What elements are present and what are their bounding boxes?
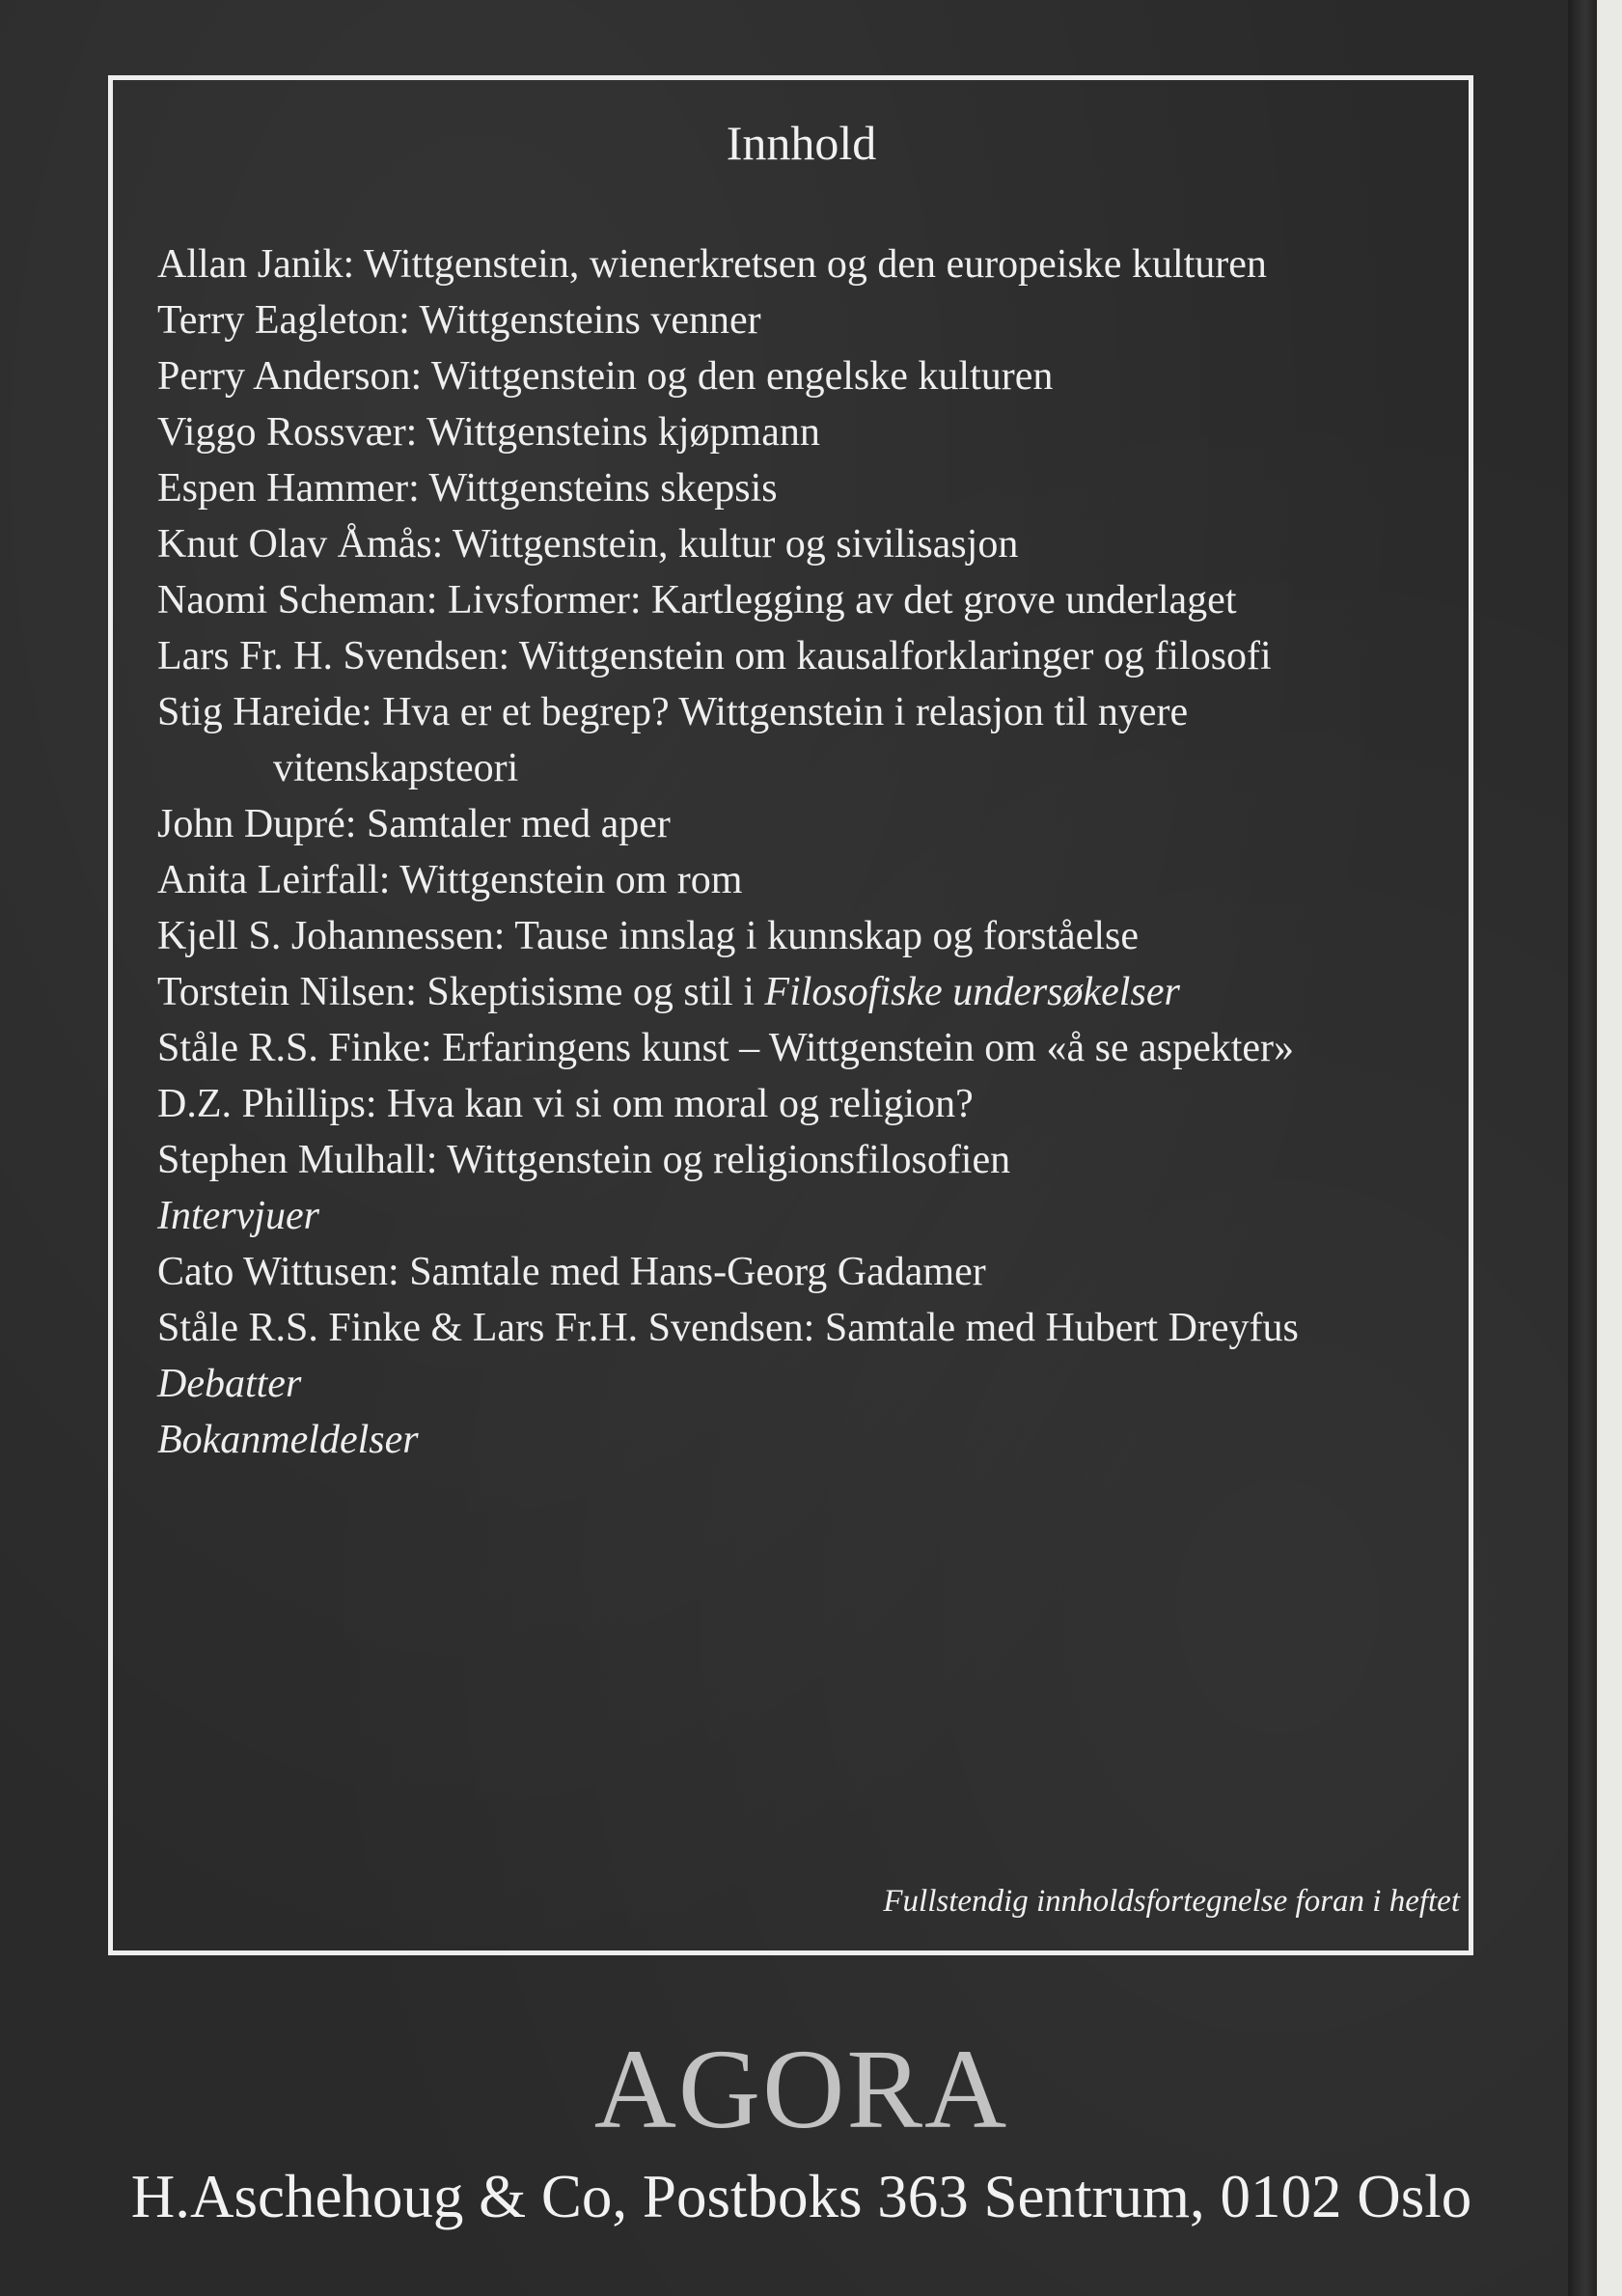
toc-entry [157,1300,1431,1356]
entry-title: Wittgenstein om kausalforklaringer og filosofi [518,634,1272,678]
toc-entry [157,516,1431,572]
section-heading-interviews: Intervjuer [157,1194,319,1238]
toc-entry [157,572,1431,628]
entry-author: John Dupré: [157,802,357,846]
entry-author: Lars Fr. H. Svendsen: [157,634,510,678]
entry-title: Samtale med Hans-Georg Gadamer [409,1250,986,1294]
entry-author: Allan Janik: [157,242,355,287]
entry-author: Ståle R.S. Finke & Lars Fr.H. Svendsen: [157,1306,815,1350]
entry-author: Espen Hammer: [157,466,420,511]
entry-author: Perry Anderson: [157,354,423,399]
entry-author: Stig Hareide: [157,690,372,734]
section-heading-debates: Debatter [157,1362,302,1406]
publisher-logo: AGORA [593,2026,1009,2152]
toc-entry [157,908,1431,964]
entry-title: Samtale med Hubert Dreyfus [824,1306,1299,1350]
entry-title: Wittgensteins kjøpmann [426,410,820,455]
entry-title: Samtaler med aper [366,802,671,846]
entry-title: Wittgenstein og religionsfilosofien [447,1138,1011,1182]
entry-author: Stephen Mulhall: [157,1138,438,1182]
toc-entry [157,1076,1431,1132]
entry-title: Skeptisisme og stil i [426,970,755,1014]
toc-entry [157,236,1431,292]
entry-author: Knut Olav Åmås: [157,522,444,567]
entry-author: Kjell S. Johannessen: [157,914,506,958]
entry-title: Erfaringens kunst – Wittgenstein om «å se aspekter» [442,1026,1295,1070]
toc-entry [157,1244,1431,1300]
contents-note: Fullstendig innholdsfortegnelse foran i heftet [883,1884,1460,1919]
entry-author: Ståle R.S. Finke: [157,1026,432,1070]
entry-title: Wittgenstein, wienerkretsen og den europeiske kulturen [363,242,1267,287]
entry-author: Viggo Rossvær: [157,410,418,455]
toc-entry [157,684,1431,796]
toc-entry [157,796,1431,852]
toc-entry [157,852,1431,908]
publisher-address: H.Aschehoug & Co, Postboks 363 Sentrum, 0102 Oslo [130,2163,1472,2230]
toc-heading: Innhold [726,116,877,170]
entry-author: D.Z. Phillips: [157,1082,377,1126]
entry-title: Wittgensteins venner [419,298,761,343]
entry-author: Terry Eagleton: [157,298,410,343]
toc-entry [157,460,1431,516]
entry-title: Wittgensteins skepsis [428,466,778,511]
entry-author: Anita Leirfall: [157,858,391,902]
entry-title-italic: Filosofiske undersøkelser [764,970,1180,1014]
toc-entry [157,292,1431,348]
entry-title: Wittgenstein om rom [399,858,743,902]
toc-entry [157,1020,1431,1076]
toc-entry [157,404,1431,460]
toc-entry [157,1132,1431,1188]
entry-title: Livsformer: Kartlegging av det grove underlaget [447,578,1237,622]
book-spine-edge [1568,0,1597,2296]
entry-author: Torstein Nilsen: [157,970,417,1014]
entry-title: Wittgenstein og den engelske kulturen [430,354,1054,399]
entry-author: Naomi Scheman: [157,578,438,622]
entry-title: Tause innslag i kunnskap og forståelse [514,914,1139,958]
entry-title: Hva er et begrep? Wittgenstein i relasjon til nyere vitenskapsteori [273,690,1189,790]
toc-entry [157,628,1431,684]
entry-title: Hva kan vi si om moral og religion? [387,1082,974,1126]
entry-title: Wittgenstein, kultur og sivilisasjon [453,522,1019,567]
table-of-contents [157,236,1431,1468]
toc-entry [157,964,1431,1020]
toc-entry [157,348,1431,404]
entry-author: Cato Wittusen: [157,1250,399,1294]
section-heading-reviews: Bokanmeldelser [157,1418,419,1462]
